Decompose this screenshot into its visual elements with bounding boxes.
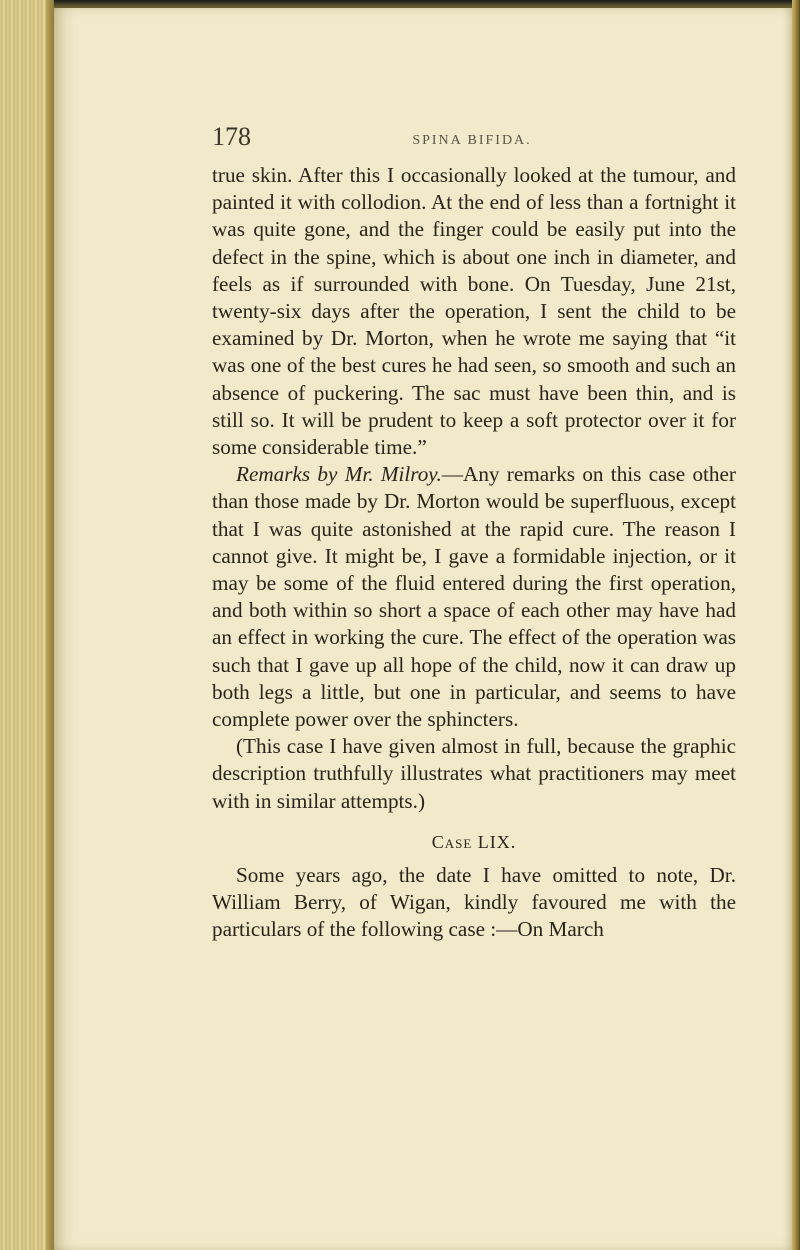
paragraph-4: Some years ago, the date I have omitted to note, Dr. William Berry, of Wigan, kindly favoured me with the particulars of the following case :—On March (212, 863, 736, 942)
running-head: SPINA BIFIDA. (412, 133, 532, 148)
paragraph-2 (212, 461, 736, 733)
remarks-body: —Any remarks on this case other than those made by Dr. Morton would be superfluous, except that I was quite astonished at the rapid cure. The reason I cannot give. It might be, I gave a formidable injection, or it may be some of the fluid entered during the first operation, and both within so short a space of each other may have had an effect in working the cure. The effect of the operation was such that I gave up all hope of the child, now it can draw up both legs a little, but one in particular, and seems to have complete power over the sphincters. (212, 462, 736, 732)
paragraph-1: true skin. After this I occasionally looked at the tumour, and painted it with collodion. At the end of less than a fortnight it was quite gone, and the finger could be easily put into the defect in the spine, which is about one inch in diameter, and feels as if surrounded with bone. On Tuesday, June 21st, twenty-six days after the operation, I sent the child to be examined by Dr. Morton, when he wrote me saying that “it was one of the best cures he had seen, so smooth and such an absence of puckering. The sac must have been thin, and is still so. It will be prudent to keep a soft protector over it for some considerable time.” (212, 163, 736, 460)
page-number: 178 (212, 122, 251, 151)
case-heading: Case LIX. (431, 831, 517, 852)
paragraph-3: (This case I have given almost in full, because the graphic description truthfully illustrates what practitioners may meet with in similar attempts.) (212, 734, 736, 813)
body-text (212, 162, 736, 944)
book-spine-edge (0, 0, 54, 1250)
page-right-edge (792, 0, 800, 1250)
remarks-heading: Remarks by Mr. Milroy. (236, 462, 442, 487)
